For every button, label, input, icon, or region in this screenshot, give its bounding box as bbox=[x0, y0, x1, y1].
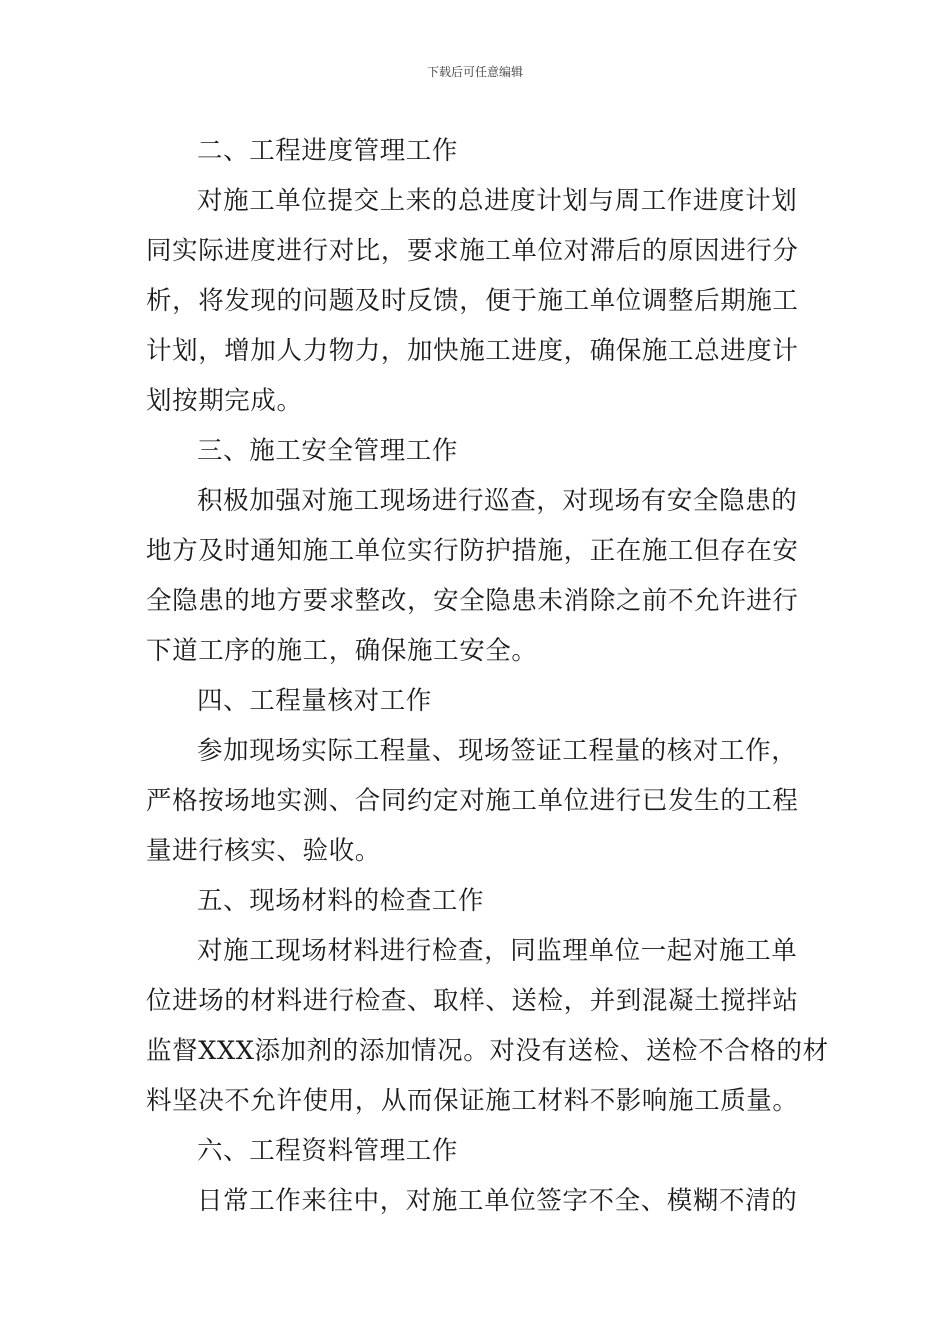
section-heading-quantity: 四、工程量核对工作 bbox=[197, 686, 432, 716]
paragraph-line: 对施工单位提交上来的总进度计划与周工作进度计划 bbox=[197, 186, 798, 216]
section-heading-safety: 三、施工安全管理工作 bbox=[197, 436, 459, 466]
paragraph-line: 下道工序的施工，确保施工安全。 bbox=[146, 636, 538, 666]
section-heading-materials: 五、现场材料的检查工作 bbox=[197, 886, 485, 916]
paragraph-line: 积极加强对施工现场进行巡查，对现场有安全隐患的 bbox=[197, 486, 798, 516]
paragraph-line: 同实际进度进行对比，要求施工单位对滞后的原因进行分 bbox=[146, 236, 799, 266]
section-heading-documents: 六、工程资料管理工作 bbox=[197, 1136, 459, 1166]
document-body bbox=[146, 126, 829, 1226]
paragraph-line: 全隐患的地方要求整改，安全隐患未消除之前不允许进行 bbox=[146, 586, 799, 616]
section-heading-schedule: 二、工程进度管理工作 bbox=[197, 136, 459, 166]
paragraph-line: 析，将发现的问题及时反馈，便于施工单位调整后期施工 bbox=[146, 286, 799, 316]
paragraph-line: 对施工现场材料进行检查，同监理单位一起对施工单 bbox=[197, 936, 798, 966]
paragraph-line: 计划，增加人力物力，加快施工进度，确保施工总进度计 bbox=[146, 336, 799, 366]
paragraph-line: 位进场的材料进行检查、取样、送检，并到混凝土搅拌站 bbox=[146, 986, 799, 1016]
paragraph-line: 参加现场实际工程量、现场签证工程量的核对工作， bbox=[197, 736, 798, 766]
paragraph-line: 严格按场地实测、合同约定对施工单位进行已发生的工程 bbox=[146, 786, 799, 816]
paragraph-line: 日常工作来往中，对施工单位签字不全、模糊不清的 bbox=[197, 1186, 798, 1216]
paragraph-line: 地方及时通知施工单位实行防护措施，正在施工但存在安 bbox=[146, 536, 799, 566]
paragraph-line: 监督XXX添加剂的添加情况。对没有送检、送检不合格的材 bbox=[146, 1036, 829, 1066]
paragraph-line: 料坚决不允许使用，从而保证施工材料不影响施工质量。 bbox=[146, 1086, 799, 1116]
page-header: 下载后可任意编辑 bbox=[426, 65, 523, 79]
paragraph-line: 量进行核实、验收。 bbox=[146, 836, 381, 866]
paragraph-line: 划按期完成。 bbox=[146, 386, 303, 416]
